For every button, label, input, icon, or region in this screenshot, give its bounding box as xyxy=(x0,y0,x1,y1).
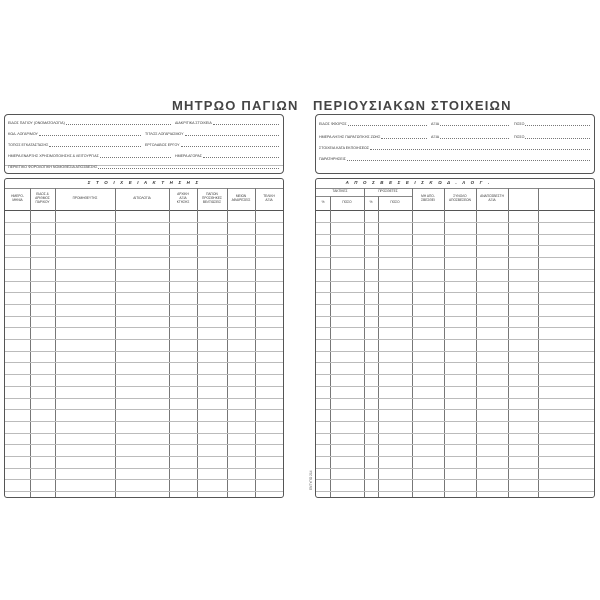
table-row[interactable] xyxy=(5,409,283,410)
table-row[interactable] xyxy=(316,479,594,480)
acq-col-header: ΑΡΧΙΚΗ ΑΞΙΑ ΚΤΗΣΗΣ xyxy=(176,192,190,204)
table-row[interactable] xyxy=(316,257,594,258)
table-row[interactable] xyxy=(316,234,594,235)
table-row[interactable] xyxy=(316,316,594,317)
table-row[interactable] xyxy=(5,351,283,352)
column-divider xyxy=(378,196,379,497)
field-kind[interactable]: ΕΙΔΟΣ ΠΑΓΙΟΥ (ΟΝΟΜΑΤΟΛΟΓΙΑ) xyxy=(8,121,173,125)
table-row[interactable] xyxy=(316,269,594,270)
right-info-box xyxy=(315,114,595,174)
table-row[interactable] xyxy=(5,456,283,457)
field-amount-2[interactable]: ΠΟΣΟ xyxy=(514,135,592,139)
table-row[interactable] xyxy=(5,468,283,469)
field-start-date[interactable]: ΗΜΕΡΑ ΕΝΑΡΞΗΣ ΧΡΗΣΙΜΟΠΟΙΗΣΗΣ & ΛΕΙΤΟΥΡΓΙΑΣ xyxy=(8,154,173,158)
field-distinctive[interactable]: ΔΙΑΚΡΙΤΙΚΑ ΣΤΟΙΧΕΙΑ xyxy=(175,121,281,125)
table-row[interactable] xyxy=(5,421,283,422)
field-end-date[interactable]: ΗΜΕΡΑ ΛΗΞΗΣ ΠΑΡΑΓΩΓΙΚΗΣ ΖΩΗΣ xyxy=(319,135,429,139)
field-decision[interactable]: ΠΕΡΙΕΤΙΚΟ ΦΟΡΟΛΟΓΙΚΗ ΝΟΜΟΘΕΣΙΑ ΑΠΟΣΒΕΣΗΣ xyxy=(8,165,281,169)
table-row[interactable] xyxy=(5,398,283,399)
table-row[interactable] xyxy=(316,327,594,328)
table-row[interactable] xyxy=(316,222,594,223)
table-row[interactable] xyxy=(5,304,283,305)
title-left: ΜΗΤΡΩΟ ΠΑΓΙΩΝ xyxy=(172,98,299,113)
table-row[interactable] xyxy=(316,491,594,492)
table-row[interactable] xyxy=(5,491,283,492)
acq-col-header: ΜΕΙΩΝ ΑΦΑΙΡΕΣΕΙΣ xyxy=(231,194,251,202)
table-row[interactable] xyxy=(5,257,283,258)
table-row[interactable] xyxy=(5,269,283,270)
extra-group-header: ΠΡΟΣΘΕΤΕΣ xyxy=(378,189,398,194)
field-remarks[interactable]: ΠΑΡΑΤΗΡΗΣΕΙΣ xyxy=(319,157,592,161)
table-row[interactable] xyxy=(316,398,594,399)
field-contractor[interactable]: ΕΡΓΟΛΑΒΟΣ ΕΡΓΟΥ xyxy=(145,143,281,147)
table-row[interactable] xyxy=(5,245,283,246)
table-row[interactable] xyxy=(5,479,283,480)
table-row[interactable] xyxy=(316,456,594,457)
regular-group-header: ΤΑΚΤΙΚΕΣ xyxy=(332,189,348,194)
field-kind-wear[interactable]: ΕΙΔΟΣ ΦΘΟΡΟΣ xyxy=(319,122,429,126)
field-purchase-date[interactable]: ΗΜΕΡΑ ΑΓΟΡΑΣ xyxy=(175,154,281,158)
column-divider xyxy=(330,196,331,497)
table-row[interactable] xyxy=(5,222,283,223)
table-row[interactable] xyxy=(5,316,283,317)
table-row[interactable] xyxy=(316,421,594,422)
table-row[interactable] xyxy=(316,362,594,363)
table-row[interactable] xyxy=(316,444,594,445)
field-amount[interactable]: ΠΟΣΟ xyxy=(514,122,592,126)
table-row[interactable] xyxy=(5,362,283,363)
total-header: ΣΥΝΟΛΟ ΑΠΟΣΒΕΣΕΩΝ xyxy=(449,194,471,202)
field-account-code[interactable]: ΚΩΔ. ΛΟΓΑΡ/ΜΟΥ xyxy=(8,132,143,136)
depreciation-table xyxy=(315,178,595,498)
title-right: ΠΕΡΙΟΥΣΙΑΚΩΝ ΣΤΟΙΧΕΙΩΝ xyxy=(313,98,512,113)
left-info-box xyxy=(4,114,284,174)
table-row[interactable] xyxy=(316,339,594,340)
table-row[interactable] xyxy=(316,351,594,352)
table-row[interactable] xyxy=(316,468,594,469)
field-value-2[interactable]: ΑΞΙΑ xyxy=(431,135,511,139)
field-install-place[interactable]: ΤΟΠΟΣ ΕΓΚΑΤΑΣΤΑΣΗΣ xyxy=(8,143,143,147)
field-value[interactable]: ΑΞΙΑ xyxy=(431,122,511,126)
table-row[interactable] xyxy=(5,281,283,282)
table-row[interactable] xyxy=(5,433,283,434)
impair-header: ΜΗ ΑΠΟ- ΣΒΕΣΘΕΙ xyxy=(421,194,435,202)
table-row[interactable] xyxy=(5,234,283,235)
acq-col-header: ΗΜΕΡΟ- ΜΗΝΙΑ xyxy=(11,194,24,202)
acq-col-header: ΠΡΟΜΗΘΕΥΤΗΣ xyxy=(72,196,98,201)
amount-header: ΠΟΣΟ xyxy=(342,200,352,205)
depreciation-band: Α Π Ο Σ Β Ε Σ Ε Ι Σ Κ Ω Δ . Λ Ο Γ . xyxy=(345,180,492,185)
table-row[interactable] xyxy=(5,339,283,340)
pct-header-2: % xyxy=(369,200,373,205)
acq-col-header: ΤΕΛΙΚΗ ΑΞΙΑ xyxy=(263,194,275,202)
table-row[interactable] xyxy=(5,444,283,445)
table-row[interactable] xyxy=(316,304,594,305)
field-account-title[interactable]: ΤΙΤΛΟΣ ΛΟΓΑΡΙΑΣΜΟΥ xyxy=(145,132,281,136)
pct-header: % xyxy=(321,200,325,205)
table-row[interactable] xyxy=(5,327,283,328)
remaining-header: ΑΝΑΠΟΣΒΕΣΤΗ ΑΞΙΑ xyxy=(480,194,504,202)
table-row[interactable] xyxy=(5,292,283,293)
acq-col-header: ΑΙΤΙΟΛΟΓΙΑ xyxy=(133,196,151,201)
table-row[interactable] xyxy=(5,374,283,375)
table-row[interactable] xyxy=(316,292,594,293)
acq-col-header: ΕΙΔΟΣ & ΑΡΙΘΜΟΣ ΠΑΡ/ΚΟΥ xyxy=(35,192,50,204)
table-row[interactable] xyxy=(316,409,594,410)
acquisition-band: Σ Τ Ο Ι Χ Ε Ι Α Κ Τ Η Σ Η Σ xyxy=(87,180,201,185)
amount-header-2: ΠΟΣΟ xyxy=(390,200,400,205)
acquisition-table xyxy=(4,178,284,498)
table-row[interactable] xyxy=(316,386,594,387)
side-code: ΕΝΤΥΠΟ 214 xyxy=(309,470,313,490)
table-row[interactable] xyxy=(5,386,283,387)
acq-col-header: ΠΑΓΙΩΝ ΠΡΟΣΘΗΚΕΣ ΒΕΛΤΙΩΣΕΙΣ xyxy=(202,192,222,204)
field-liquidation[interactable]: ΣΤΟΙΧΕΙΑ ΚΑΤΑ ΕΚΠΟΙΗΣΕΩΣ xyxy=(319,146,592,150)
table-row[interactable] xyxy=(316,281,594,282)
table-row[interactable] xyxy=(316,433,594,434)
table-row[interactable] xyxy=(316,245,594,246)
table-row[interactable] xyxy=(316,374,594,375)
